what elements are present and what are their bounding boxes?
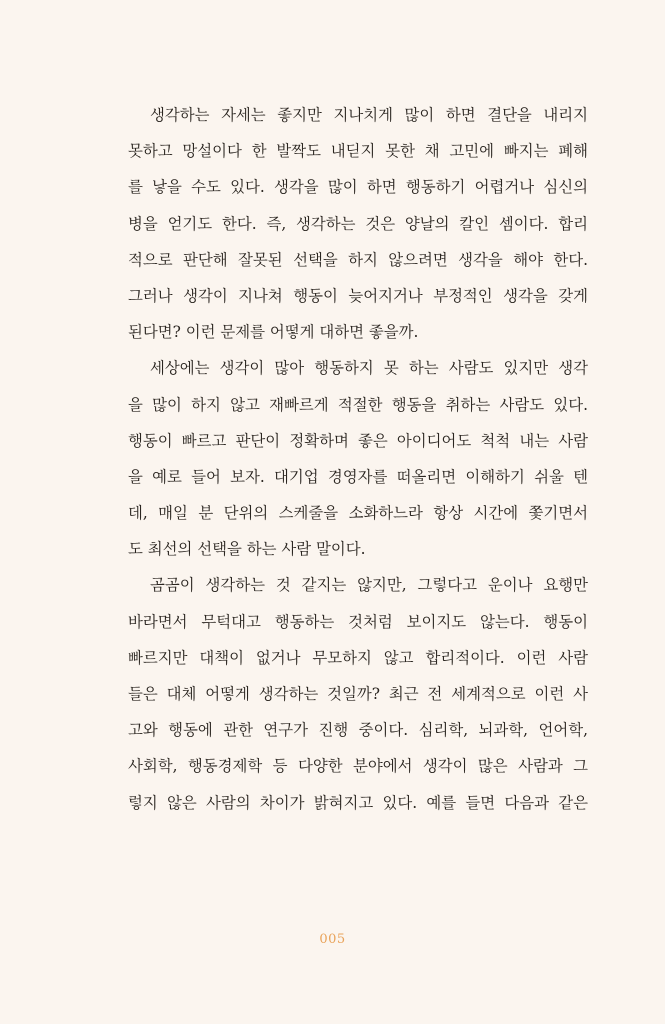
paragraph-1-line-1: 생각하는 자세는 좋지만 지나치게 많이 하면 결단을 내리지 [150,106,588,124]
paragraph-1-line-2: 못하고 망설이다 한 발짝도 내딛지 못한 채 고민에 빠지는 폐해 [128,142,588,161]
paragraph-2-line-6: 도 최선의 선택을 하는 사람 말이다. [128,540,366,559]
paragraph-1-line-5: 적으로 판단해 잘못된 선택을 하지 않으려면 생각을 해야 한다. [128,250,588,269]
paragraph-3-line-4: 들은 대체 어떻게 생각하는 것일까? 최근 전 세계적으로 이런 사 [128,685,588,703]
paragraph-2-line-4: 을 예로 들어 보자. 대기업 경영자를 떠올리면 이해하기 쉬울 텐 [128,467,588,486]
paragraph-2-line-2: 을 많이 하지 않고 재빠르게 적절한 행동을 취하는 사람도 있다. [128,395,588,414]
paragraph-3-line-2: 바라면서 무턱대고 행동하는 것처럼 보이지도 않는다. 행동이 [128,612,588,631]
paragraph-1-line-7: 된다면? 이런 문제를 어떻게 대하면 좋을까. [128,323,419,342]
body-text [128,97,588,821]
paragraph-3-line-3: 빠르지만 대책이 없거나 무모하지 않고 합리적이다. 이런 사람 [128,648,588,667]
paragraph-2-line-1: 세상에는 생각이 많아 행동하지 못 하는 사람도 있지만 생각 [150,359,588,378]
paragraph-3-line-7: 렇지 않은 사람의 차이가 밝혀지고 있다. 예를 들면 다음과 같은 [128,793,588,812]
paragraph-2-line-5: 데, 매일 분 단위의 스케줄을 소화하느라 항상 시간에 쫓기면서 [128,504,588,523]
paragraph-3-line-6: 사회학, 행동경제학 등 다양한 분야에서 생각이 많은 사람과 그 [128,757,588,776]
paragraph-1-line-4: 병을 얻기도 한다. 즉, 생각하는 것은 양날의 칼인 셈이다. 합리 [128,214,588,233]
paragraph-3-line-1: 곰곰이 생각하는 것 같지는 않지만, 그렇다고 운이나 요행만 [150,576,588,595]
paragraph-1-line-6: 그러나 생각이 지나쳐 행동이 늦어지거나 부정적인 생각을 갖게 [128,286,588,305]
paragraph-1-line-3: 를 낳을 수도 있다. 생각을 많이 하면 행동하기 어렵거나 심신의 [128,178,588,197]
paragraph-2-line-3: 행동이 빠르고 판단이 정확하며 좋은 아이디어도 척척 내는 사람 [128,431,588,450]
page-number: 005 [319,932,346,947]
paragraph-3-line-5: 고와 행동에 관한 연구가 진행 중이다. 심리학, 뇌과학, 언어학, [128,721,588,740]
